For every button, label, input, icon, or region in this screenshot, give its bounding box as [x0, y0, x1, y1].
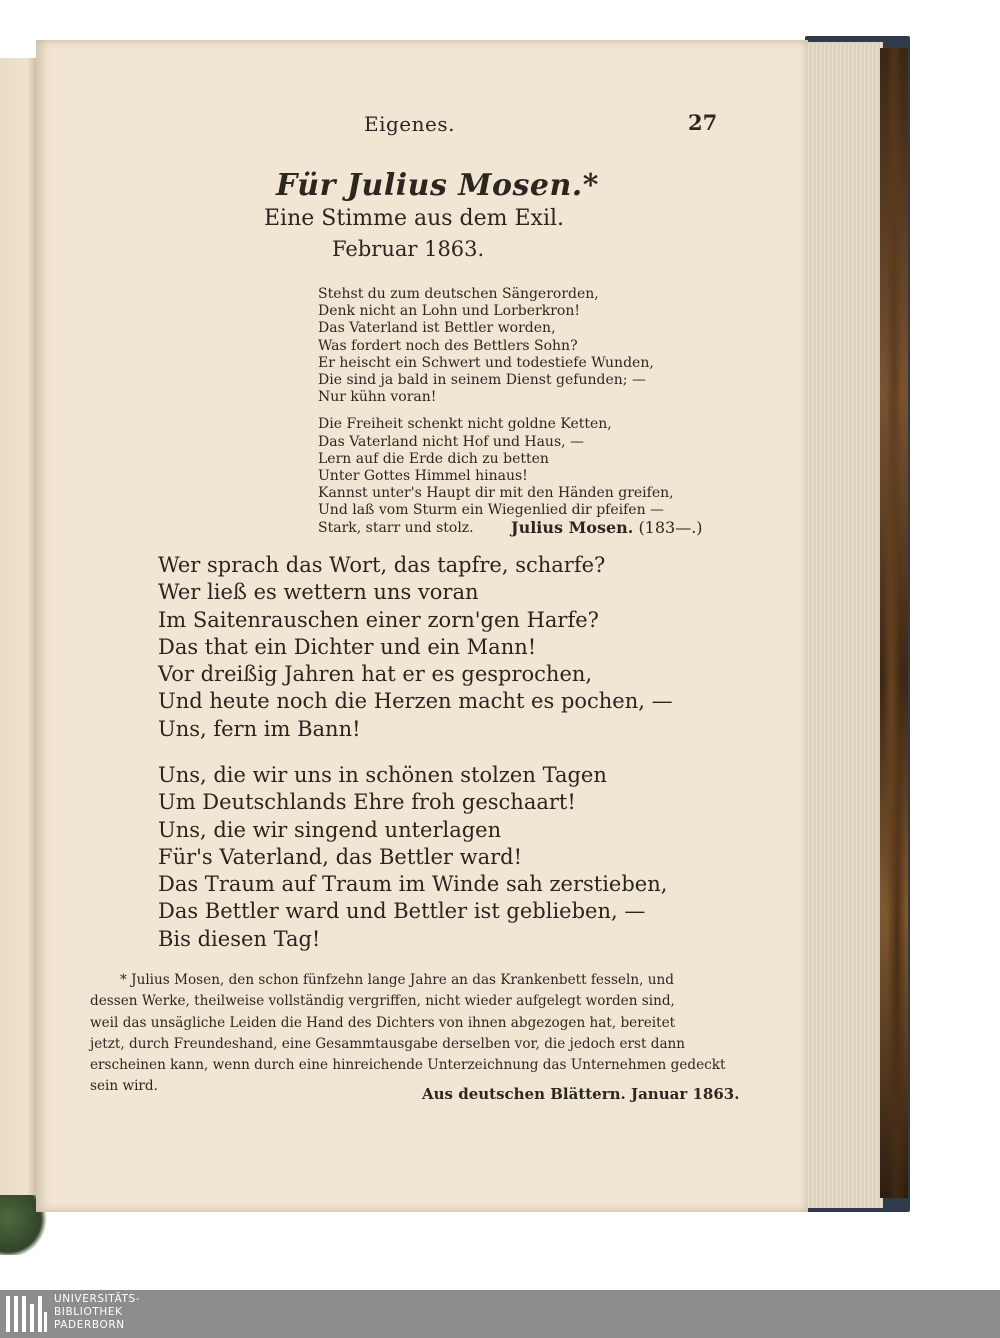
footnote-line: weil das unsägliche Leiden die Hand des Dichters von ihnen abgezogen hat, bereitet [90, 1014, 676, 1031]
motto-line: Er heischt ein Schwert und todestiefe Wunden, [318, 354, 654, 371]
running-header: Eigenes. [364, 112, 455, 136]
verse-line: Das that ein Dichter und ein Mann! [158, 634, 537, 659]
motto-line: Kannst unter's Haupt dir mit den Händen greifen, [318, 485, 674, 502]
poem-stanza-2 [158, 762, 718, 953]
poem-date: Februar 1863. [332, 237, 485, 261]
motto-line: Die Freiheit schenkt nicht goldne Ketten, [318, 416, 612, 433]
motto-line: Das Vaterland nicht Hof und Haus, — [318, 433, 585, 450]
motto-line: Und laß vom Sturm ein Wiegenlied dir pfeifen — [318, 502, 665, 519]
motto-reference: (183—.) [638, 518, 703, 537]
verse-line: Wer ließ es wettern uns voran [158, 580, 479, 605]
library-name-line: UNIVERSITÄTS- [54, 1293, 141, 1305]
motto-line: Das Vaterland ist Bettler worden, [318, 320, 556, 337]
motto-line: Stehst du zum deutschen Sängerorden, [318, 286, 599, 302]
verse-line: Uns, fern im Bann! [158, 716, 361, 741]
motto-line: Unter Gottes Himmel hinaus! [318, 468, 528, 485]
left-page-edge [0, 58, 38, 1208]
footnote-line: dessen Werke, theilweise vollständig vergriffen, nicht wieder aufgelegt worden sind, [90, 993, 675, 1010]
page-edges [805, 42, 883, 1208]
verse-line: Für's Vaterland, das Bettler ward! [158, 844, 523, 869]
library-name-line: BIBLIOTHEK [54, 1306, 123, 1318]
footnote-line: jetzt, durch Freundeshand, eine Gesammtausgabe derselben vor, die jedoch erst dann [90, 1035, 686, 1052]
motto-line: Nur kühn voran! [318, 389, 437, 406]
verse-line: Uns, die wir uns in schönen stolzen Tagen [158, 763, 607, 787]
verse-line: Das Traum auf Traum im Winde sah zerstieben, [158, 872, 668, 897]
footnote-line: sein wird. [90, 1078, 158, 1095]
footnote-line: * Julius Mosen, den schon fünfzehn lange Jahre an das Krankenbett fesseln, und [120, 972, 674, 988]
page-number: 27 [688, 110, 718, 135]
verse-line: Uns, die wir singend unterlagen [158, 817, 502, 842]
book-page [36, 40, 808, 1212]
verse-line: Um Deutschlands Ehre froh geschaart! [158, 790, 576, 815]
footnote [90, 970, 726, 1098]
footnote-line: erscheinen kann, wenn durch eine hinreichende Unterzeichnung das Unternehmen gedeckt [90, 1057, 726, 1074]
verse-line: Vor dreißig Jahren hat er es gesprochen, [158, 662, 593, 687]
motto-line: Lern auf die Erde dich zu betten [318, 450, 549, 467]
motto-attribution [511, 518, 703, 537]
poem-stanza-1 [158, 552, 718, 743]
motto-line: Stark, starr und stolz. [318, 519, 474, 536]
marbled-edge [880, 48, 908, 1198]
verse-line: Das Bettler ward und Bettler ist geblieben, — [158, 899, 646, 924]
verse-line: Bis diesen Tag! [158, 926, 321, 951]
poem-subtitle: Eine Stimme aus dem Exil. [264, 206, 565, 231]
poem-title: Für Julius Mosen.* [276, 168, 599, 203]
motto-line: Was fordert noch des Bettlers Sohn? [318, 337, 578, 354]
motto-line: Die sind ja bald in seinem Dienst gefunden; — [318, 372, 646, 389]
verse-line: Wer sprach das Wort, das tapfre, scharfe? [158, 553, 606, 577]
motto-author: Julius Mosen. [511, 518, 634, 537]
motto-line: Denk nicht an Lohn und Lorberkron! [318, 303, 580, 320]
library-footer [0, 1290, 1000, 1338]
library-name-line: PADERBORN [54, 1319, 125, 1331]
verse-line: Im Saitenrauschen einer zorn'gen Harfe? [158, 607, 599, 632]
footnote-source: Aus deutschen Blättern. Januar 1863. [422, 1085, 740, 1103]
library-logo-text [54, 1293, 140, 1332]
verse-line: Und heute noch die Herzen macht es pochen, — [158, 689, 673, 714]
library-logo-icon [6, 1296, 48, 1332]
motto-block [318, 286, 718, 537]
